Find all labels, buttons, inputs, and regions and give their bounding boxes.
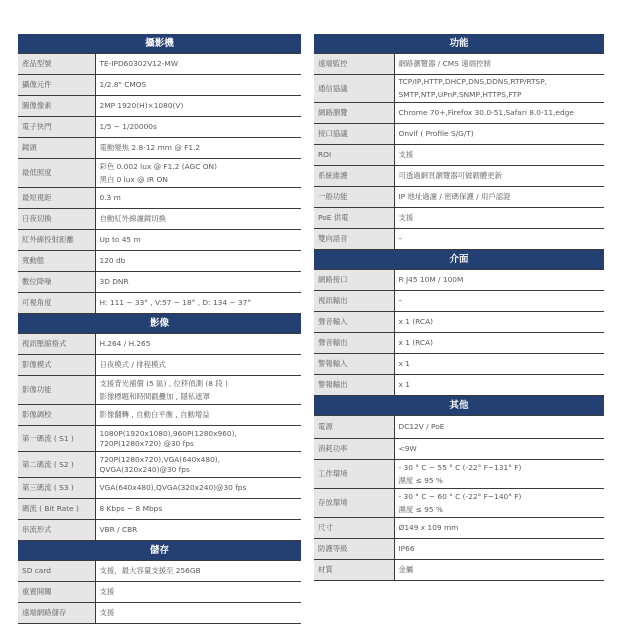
spec-label: ROI — [314, 145, 394, 166]
spec-value — [95, 376, 301, 405]
spec-value-line-2: 濕度 ≤ 95 % — [398, 504, 443, 514]
spec-label: PoE 供電 — [314, 208, 394, 229]
spec-row — [314, 439, 604, 460]
spec-value-line: 0.3 m — [99, 193, 121, 202]
spec-label: 防護等級 — [314, 539, 394, 560]
spec-value — [95, 230, 301, 251]
spec-value — [95, 159, 301, 188]
spec-value — [95, 54, 301, 75]
spec-value — [394, 333, 604, 354]
spec-row — [18, 138, 301, 159]
spec-label: 鏡頭 — [18, 138, 95, 159]
spec-row — [314, 270, 604, 291]
spec-row — [314, 416, 604, 439]
spec-value-line: 支援 — [99, 608, 115, 617]
spec-label: 第一碼流 ( S1 ) — [18, 426, 95, 452]
spec-label: 最低照度 — [18, 159, 95, 188]
spec-label: 系統維護 — [314, 166, 394, 187]
spec-label: 接口協議 — [314, 124, 394, 145]
spec-row — [18, 520, 301, 541]
spec-label: 遠端網路儲存 — [18, 603, 95, 624]
spec-value-line: 8 Kbps ~ 8 Mbps — [99, 504, 163, 513]
spec-row — [18, 426, 301, 452]
spec-row — [18, 561, 301, 582]
spec-row — [314, 489, 604, 518]
spec-value — [95, 188, 301, 209]
spec-label: 可視角度 — [18, 293, 95, 314]
spec-value-line: x 1 (RCA) — [398, 338, 434, 347]
spec-value-line: 1/5 ~ 1/20000s — [99, 122, 157, 131]
spec-value — [394, 124, 604, 145]
spec-label: 消耗功率 — [314, 439, 394, 460]
spec-label: 警報輸入 — [314, 354, 394, 375]
section-title: 影像 — [18, 314, 301, 334]
spec-value-line: – — [398, 234, 403, 243]
spec-row — [314, 208, 604, 229]
spec-value-line: H: 111 ~ 33° , V:57 ~ 18° , D: 134 ~ 37° — [99, 298, 252, 307]
spec-value — [394, 54, 604, 75]
spec-value-line-2: SMTP,NTP,UPnP,SNMP,HTTPS,FTP — [398, 90, 522, 99]
spec-row — [18, 251, 301, 272]
spec-label: 影像調校 — [18, 405, 95, 426]
spec-label: 通信協議 — [314, 75, 394, 103]
spec-row — [314, 145, 604, 166]
spec-value — [394, 187, 604, 208]
spec-label: 電子快門 — [18, 117, 95, 138]
spec-value-line: x 1 — [398, 380, 410, 389]
spec-row — [18, 293, 301, 314]
spec-label: 串流形式 — [18, 520, 95, 541]
spec-label: 材質 — [314, 560, 394, 581]
spec-row — [18, 334, 301, 355]
spec-value-line: 支援，最大容量支援至 256GB — [99, 566, 201, 575]
camera-spec-table-left — [18, 34, 301, 624]
spec-value-line: 網路瀏覽器 / CMS 遠端控制 — [398, 59, 491, 68]
spec-value-line: <9W — [398, 444, 417, 453]
spec-value-line: H.264 / H.265 — [99, 339, 151, 348]
spec-row — [314, 187, 604, 208]
spec-value-line: x 1 — [398, 359, 410, 368]
spec-label: 最短視距 — [18, 188, 95, 209]
spec-value-line: 可透過網頁瀏覽器可做韌體更新 — [398, 171, 502, 180]
spec-value — [95, 478, 301, 499]
spec-value-line: Up to 45 m — [99, 235, 141, 244]
spec-value-line: TE-IPD60302V12-MW — [99, 59, 179, 68]
spec-value — [394, 375, 604, 396]
spec-value — [394, 460, 604, 489]
spec-value — [394, 416, 604, 439]
spec-row — [18, 54, 301, 75]
spec-value — [95, 209, 301, 230]
spec-value — [95, 426, 301, 452]
spec-value — [394, 145, 604, 166]
spec-row — [18, 188, 301, 209]
spec-value — [394, 439, 604, 460]
spec-row — [18, 603, 301, 624]
spec-value-line: Ø149 x 109 mm — [398, 523, 459, 532]
spec-label: 聲音輸出 — [314, 333, 394, 354]
spec-row — [314, 333, 604, 354]
spec-value — [394, 75, 604, 103]
spec-label: 雙向語音 — [314, 229, 394, 250]
spec-label: 電源 — [314, 416, 394, 439]
spec-value — [95, 117, 301, 138]
spec-value-line: - 30 ° C ~ 55 ° C (-22° F~131° F) — [398, 462, 522, 472]
spec-row — [314, 291, 604, 312]
spec-value-line: Onvif ( Profile S/G/T) — [398, 129, 474, 138]
spec-value — [95, 96, 301, 117]
spec-label: 日夜切換 — [18, 209, 95, 230]
spec-value-line: 120 db — [99, 256, 126, 265]
spec-value — [95, 499, 301, 520]
spec-row — [314, 375, 604, 396]
spec-value — [95, 75, 301, 96]
spec-value-line: IP 地址過濾 / 密碼保護 / 用戶認證 — [398, 192, 511, 201]
spec-row — [18, 272, 301, 293]
spec-value-line: Chrome 70+,Firefox 30.0-51,Safari 8.0-11,edge — [398, 108, 574, 117]
spec-value-line-2: 720P(1280x720) @30 fps — [99, 438, 194, 448]
spec-value-line: 支援 — [398, 150, 414, 159]
spec-label: 尺寸 — [314, 518, 394, 539]
spec-label: 一般功能 — [314, 187, 394, 208]
spec-value — [394, 166, 604, 187]
spec-value-line: DC12V / PoE — [398, 422, 445, 431]
section-title: 儲存 — [18, 541, 301, 561]
spec-value — [394, 560, 604, 581]
spec-value-line: 支援背光補償 (5 區) , 位移偵測 (8 段 ) — [99, 378, 228, 388]
spec-row — [314, 229, 604, 250]
section-header — [18, 34, 301, 54]
spec-row — [18, 209, 301, 230]
spec-label: 聲音輸入 — [314, 312, 394, 333]
spec-label: 圖像像素 — [18, 96, 95, 117]
spec-value-line: 支援 — [99, 587, 115, 596]
spec-row — [314, 312, 604, 333]
spec-value-line: 3D DNR — [99, 277, 129, 286]
spec-value-line: x 1 (RCA) — [398, 317, 434, 326]
spec-value — [95, 251, 301, 272]
spec-value — [394, 208, 604, 229]
camera-spec-table-right — [314, 34, 604, 581]
spec-value-line: VGA(640x480),QVGA(320x240)@30 fps — [99, 483, 247, 492]
spec-row — [314, 354, 604, 375]
spec-value — [394, 103, 604, 124]
spec-label: 網路接口 — [314, 270, 394, 291]
spec-label: 影像模式 — [18, 355, 95, 376]
spec-value-line: 720P(1280x720),VGA(640x480), — [99, 454, 221, 464]
section-title: 功能 — [314, 34, 604, 54]
section-header — [314, 250, 604, 270]
spec-value — [95, 561, 301, 582]
spec-value-line: 電動變焦 2.8-12 mm @ F1.2 — [99, 143, 201, 152]
spec-row — [314, 166, 604, 187]
section-title: 其他 — [314, 396, 604, 416]
spec-value — [95, 334, 301, 355]
section-header — [18, 541, 301, 561]
spec-label: 碼流 ( Bit Rate ) — [18, 499, 95, 520]
spec-value-line: – — [398, 296, 403, 305]
spec-value-line-2: 濕度 ≤ 95 % — [398, 475, 443, 485]
spec-value-line: 自動紅外線濾鏡切換 — [99, 214, 167, 223]
spec-row — [314, 518, 604, 539]
spec-value-line-2: 黑白 0 lux @ IR ON — [99, 174, 168, 184]
spec-label: 視訊壓縮格式 — [18, 334, 95, 355]
spec-row — [314, 539, 604, 560]
spec-label: 第三碼流 ( S3 ) — [18, 478, 95, 499]
spec-value — [394, 539, 604, 560]
spec-value-line: TCP/IP,HTTP,DHCP,DNS,DDNS,RTP/RTSP, — [398, 77, 548, 86]
spec-value — [95, 293, 301, 314]
spec-value — [394, 229, 604, 250]
spec-value — [95, 355, 301, 376]
spec-value-line: 支援 — [398, 213, 414, 222]
spec-value-line: 1080P(1920x1080),960P(1280x960), — [99, 428, 237, 438]
spec-row — [18, 159, 301, 188]
spec-label: 遠端監控 — [314, 54, 394, 75]
spec-row — [18, 405, 301, 426]
spec-label: 影像功能 — [18, 376, 95, 405]
spec-value — [394, 489, 604, 518]
spec-label: 視訊輸出 — [314, 291, 394, 312]
section-header — [314, 34, 604, 54]
spec-row — [18, 96, 301, 117]
spec-row — [18, 75, 301, 96]
spec-value — [394, 270, 604, 291]
spec-row — [18, 452, 301, 478]
section-title: 攝影機 — [18, 34, 301, 54]
spec-label: SD card — [18, 561, 95, 582]
spec-label: 產品型號 — [18, 54, 95, 75]
spec-value-line: 彩色 0.002 lux @ F1.2 (AGC ON) — [99, 161, 217, 171]
spec-label: 寬動態 — [18, 251, 95, 272]
spec-row — [18, 582, 301, 603]
spec-value-line: 金屬 — [398, 565, 414, 574]
spec-label: 重置開關 — [18, 582, 95, 603]
spec-row — [314, 75, 604, 103]
spec-value — [394, 291, 604, 312]
spec-value-line-2: QVGA(320x240)@30 fps — [99, 464, 190, 474]
spec-label: 攝像元件 — [18, 75, 95, 96]
spec-value-line: 2MP 1920(H)×1080(V) — [99, 101, 184, 110]
section-header — [18, 314, 301, 334]
spec-row — [18, 478, 301, 499]
spec-row — [314, 103, 604, 124]
spec-value — [95, 582, 301, 603]
spec-row — [18, 355, 301, 376]
spec-value — [95, 138, 301, 159]
spec-label: 紅外線投射距離 — [18, 230, 95, 251]
section-header — [314, 396, 604, 416]
spec-label: 警報輸出 — [314, 375, 394, 396]
spec-value-line: 日夜模式 / 排程模式 — [99, 360, 166, 369]
spec-value-line: IP66 — [398, 544, 415, 553]
spec-row — [18, 230, 301, 251]
spec-label: 工作環境 — [314, 460, 394, 489]
spec-value — [95, 452, 301, 478]
section-title: 介面 — [314, 250, 604, 270]
spec-row — [314, 560, 604, 581]
spec-value-line: VBR / CBR — [99, 525, 138, 534]
spec-row — [18, 376, 301, 405]
spec-value-line: - 30 ° C ~ 60 ° C (-22° F~140° F) — [398, 491, 522, 501]
spec-value-line: 1/2.8" CMOS — [99, 80, 147, 89]
spec-value-line: 影像翻轉 , 自動白平衡 , 自動增益 — [99, 410, 210, 419]
spec-value — [95, 520, 301, 541]
spec-row — [314, 54, 604, 75]
spec-value — [394, 518, 604, 539]
spec-value — [394, 354, 604, 375]
spec-label: 第二碼流 ( S2 ) — [18, 452, 95, 478]
spec-row — [18, 499, 301, 520]
spec-label: 網路瀏覽 — [314, 103, 394, 124]
spec-value — [95, 405, 301, 426]
spec-row — [314, 460, 604, 489]
spec-row — [18, 117, 301, 138]
spec-value-line: R J45 10M / 100M — [398, 275, 464, 284]
spec-value — [394, 312, 604, 333]
spec-label: 數位降噪 — [18, 272, 95, 293]
spec-value — [95, 272, 301, 293]
spec-row — [314, 124, 604, 145]
spec-value-line-2: 影像標題和時間戳疊加 , 隱私遮罩 — [99, 391, 211, 401]
spec-label: 存放環境 — [314, 489, 394, 518]
spec-value — [95, 603, 301, 624]
